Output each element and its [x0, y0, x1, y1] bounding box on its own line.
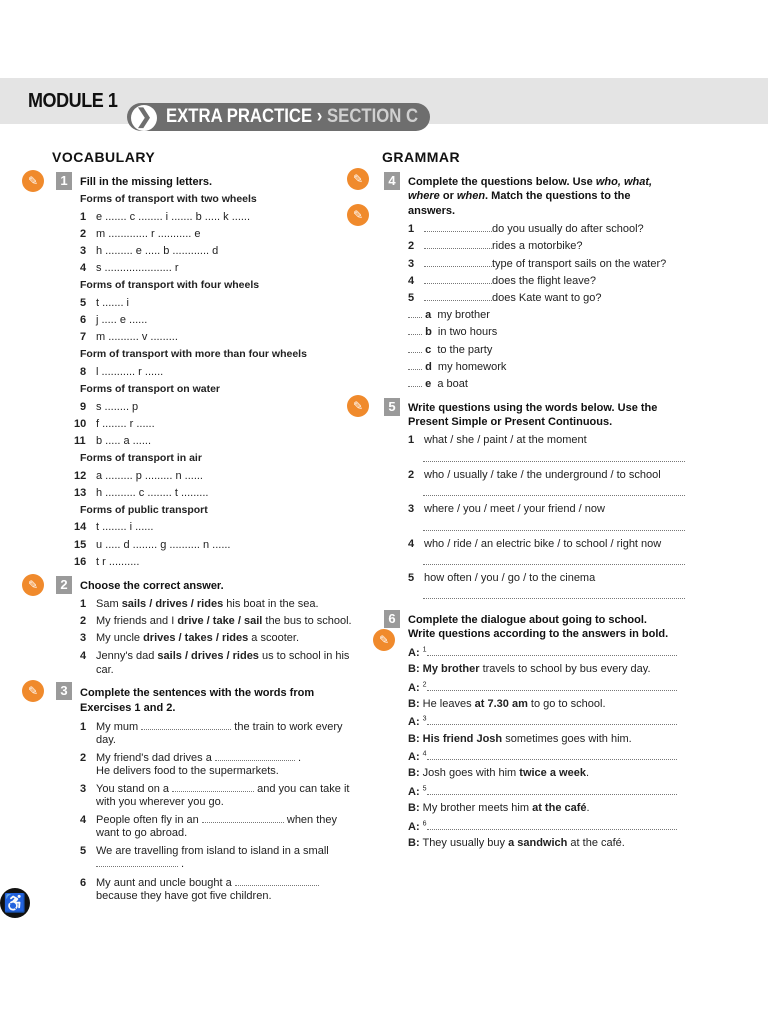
- sentence-item: with you wherever you go.: [96, 796, 224, 808]
- answer-blank[interactable]: [424, 239, 492, 249]
- answer-blank[interactable]: [427, 750, 677, 760]
- dialogue-line: A: $^1$: [408, 646, 677, 659]
- answer-blank[interactable]: [427, 681, 677, 691]
- exercise-instruction: Fill in the missing letters.: [80, 176, 213, 188]
- answer-item: c to the party: [408, 343, 492, 356]
- answer-blank[interactable]: [235, 876, 319, 886]
- question-item: 2 rides a motorbike?: [408, 240, 583, 252]
- list-item: 3 My uncle drives / takes / rides a scooter.: [80, 632, 300, 644]
- module-title: MODULE 1: [28, 90, 118, 112]
- answer-blank[interactable]: [427, 715, 677, 725]
- list-item: 5 t ....... i: [80, 297, 130, 309]
- list-item: 7 m .......... v .........: [80, 331, 178, 343]
- pencil-icon[interactable]: ✎: [373, 629, 395, 651]
- pencil-icon[interactable]: ✎: [22, 574, 44, 596]
- sentence-item: He delivers food to the supermarkets.: [96, 765, 279, 777]
- question-item: 5 does Kate want to go?: [408, 292, 602, 304]
- exercise-number: 6: [384, 610, 400, 628]
- answer-blank[interactable]: [424, 291, 492, 301]
- answer-blank[interactable]: [424, 257, 492, 267]
- exercise-instruction: Write questions using the words below. Use the: [408, 402, 658, 414]
- answer-blank[interactable]: [96, 857, 178, 867]
- list-item: 13 h .......... c ........ t .........: [74, 487, 209, 499]
- pencil-icon[interactable]: ✎: [347, 168, 369, 190]
- question-item: 1 what / she / paint / at the moment: [408, 434, 587, 446]
- sentence-item: 3 You stand on a and you can take it: [80, 783, 350, 795]
- question-item: 3 type of transport sails on the water?: [408, 258, 667, 270]
- group-heading: Forms of transport with two wheels: [80, 193, 257, 205]
- answer-blank[interactable]: [202, 813, 284, 823]
- match-blank[interactable]: [408, 360, 422, 370]
- exercise-instruction: Write questions according to the answers in bold.: [408, 628, 669, 640]
- answer-blank[interactable]: [427, 820, 677, 830]
- sentence-item: .: [96, 857, 184, 870]
- question-item: 1 do you usually do after school?: [408, 223, 644, 235]
- group-heading: Form of transport with more than four wheels: [80, 348, 307, 360]
- answer-item: e a boat: [408, 377, 468, 390]
- question-item: 2 who / usually / take / the underground / to school: [408, 469, 661, 481]
- list-item: 4 s ...................... r: [80, 262, 179, 274]
- sentence-item: 2 My friend's dad drives a .: [80, 752, 302, 764]
- answer-blank[interactable]: [172, 782, 254, 792]
- list-item: 3 h ......... e ..... b ............ d: [80, 245, 219, 257]
- exercise-instruction: Exercises 1 and 2.: [80, 702, 176, 714]
- list-item: 6 j ..... e ......: [80, 314, 148, 326]
- exercise-instruction: Present Simple or Present Continuous.: [408, 416, 613, 428]
- answer-blank[interactable]: [424, 222, 492, 232]
- list-item: 9 s ........ p: [80, 401, 139, 413]
- answer-blank[interactable]: [141, 720, 231, 730]
- pencil-icon[interactable]: ✎: [347, 204, 369, 226]
- group-heading: Forms of transport in air: [80, 452, 202, 464]
- list-item: 15 u ..... d ........ g .......... n ......: [74, 539, 231, 551]
- dialogue-line: A: $^3$: [408, 715, 677, 728]
- question-item: 5 how often / you / go / to the cinema: [408, 572, 596, 584]
- match-blank[interactable]: [408, 325, 422, 335]
- list-item-continued: car.: [96, 664, 114, 676]
- dialogue-line: A: $^4$: [408, 750, 677, 763]
- pencil-icon[interactable]: ✎: [347, 395, 369, 417]
- match-blank[interactable]: [408, 377, 422, 387]
- exercise-number: 5: [384, 398, 400, 416]
- answer-blank[interactable]: [215, 751, 295, 761]
- answer-item: a my brother: [408, 308, 490, 321]
- dialogue-line: B: My brother travels to school by bus every day.: [408, 663, 651, 675]
- chevron-right-icon: ❯: [131, 105, 157, 131]
- vocabulary-heading: VOCABULARY: [52, 149, 156, 165]
- dialogue-line: B: His friend Josh sometimes goes with him.: [408, 733, 632, 745]
- group-heading: Forms of public transport: [80, 504, 208, 516]
- dialogue-line: A: $^5$: [408, 785, 677, 798]
- list-item: 4 Jenny's dad sails / drives / rides us to school in his: [80, 650, 350, 662]
- pencil-icon[interactable]: ✎: [22, 680, 44, 702]
- match-blank[interactable]: [408, 308, 422, 318]
- answer-line[interactable]: [423, 494, 685, 496]
- answer-line[interactable]: [423, 597, 685, 599]
- exercise-instruction: Complete the sentences with the words from: [80, 687, 315, 699]
- pencil-icon[interactable]: ✎: [22, 170, 44, 192]
- sentence-item: want to go abroad.: [96, 827, 188, 839]
- section-title: EXTRA PRACTICE › SECTION C: [166, 106, 419, 127]
- dialogue-line: A: $^6$: [408, 820, 677, 833]
- list-item: 16 t r ..........: [74, 556, 140, 568]
- list-item: 1 Sam sails / drives / rides his boat in the sea.: [80, 598, 319, 610]
- group-heading: Forms of transport on water: [80, 383, 221, 395]
- dialogue-line: B: My brother meets him at the café.: [408, 802, 590, 814]
- list-item: 2 My friends and I drive / take / sail the bus to school.: [80, 615, 352, 627]
- group-heading: Forms of transport with four wheels: [80, 279, 260, 291]
- exercise-number: 3: [56, 682, 72, 700]
- match-blank[interactable]: [408, 343, 422, 353]
- grammar-heading: GRAMMAR: [382, 149, 461, 165]
- sentence-item: because they have got five children.: [96, 890, 272, 902]
- sentence-item: 6 My aunt and uncle bought a: [80, 876, 319, 889]
- answer-line[interactable]: [423, 460, 685, 462]
- sentence-item: 1 My mum the train to work every: [80, 721, 343, 733]
- answer-item: d my homework: [408, 360, 506, 373]
- list-item: 1 e ....... c ........ i ....... b ..... k ......: [80, 211, 251, 223]
- list-item: 11 b ..... a ......: [74, 435, 152, 447]
- list-item: 12 a ......... p ......... n ......: [74, 470, 203, 482]
- dialogue-line: B: Josh goes with him twice a week.: [408, 767, 589, 779]
- answer-line[interactable]: [423, 529, 685, 531]
- dialogue-line: A: $^2$: [408, 681, 677, 694]
- list-item: 2 m ............. r ........... e: [80, 228, 201, 240]
- list-item: 14 t ........ i ......: [74, 521, 154, 533]
- question-item: 3 where / you / meet / your friend / now: [408, 503, 605, 515]
- sentence-item: 5 We are travelling from island to island in a small: [80, 845, 329, 857]
- exercise-number: 1: [56, 172, 72, 190]
- exercise-instruction: where or when. Match the questions to the: [408, 190, 631, 202]
- sentence-item: 4 People often fly in an when they: [80, 814, 338, 826]
- answer-blank[interactable]: [427, 785, 677, 795]
- question-item: 4 does the flight leave?: [408, 275, 596, 287]
- answer-blank[interactable]: [424, 274, 492, 284]
- dialogue-line: B: He leaves at 7.30 am to go to school.: [408, 698, 606, 710]
- exercise-instruction: Complete the questions below. Use who, what,: [408, 176, 653, 188]
- answer-line[interactable]: [423, 563, 685, 565]
- dialogue-line: B: They usually buy a sandwich at the café.: [408, 837, 625, 849]
- exercise-instruction: Choose the correct answer.: [80, 580, 224, 592]
- answer-blank[interactable]: [427, 646, 677, 656]
- exercise-instruction: Complete the dialogue about going to school.: [408, 614, 647, 626]
- answer-item: b in two hours: [408, 325, 497, 338]
- exercise-number: 2: [56, 576, 72, 594]
- accessibility-icon[interactable]: ♿: [0, 888, 30, 918]
- exercise-number: 4: [384, 172, 400, 190]
- list-item: 8 l ........... r ......: [80, 366, 164, 378]
- sentence-item: day.: [96, 734, 116, 746]
- exercise-instruction: answers.: [408, 205, 456, 217]
- question-item: 4 who / ride / an electric bike / to school / right now: [408, 538, 662, 550]
- list-item: 10 f ........ r ......: [74, 418, 155, 430]
